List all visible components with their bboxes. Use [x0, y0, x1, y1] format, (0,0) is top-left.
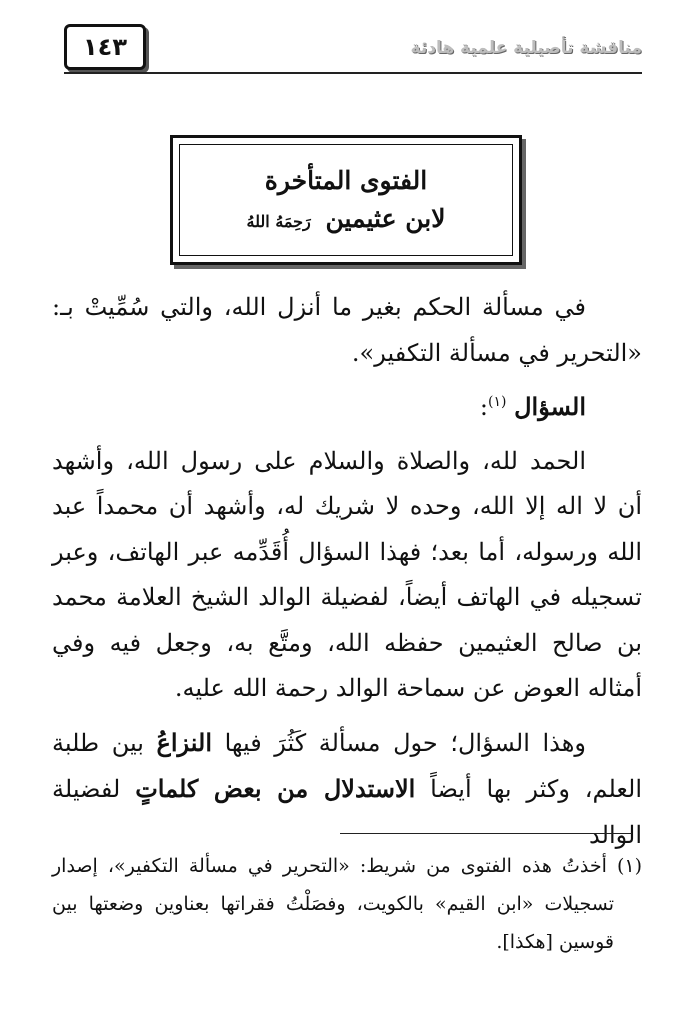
p2-bold-dispute: النزاعُ: [156, 727, 212, 757]
question-colon: :: [479, 393, 488, 421]
intro-paragraph: في مسألة الحكم بغير ما أنزل الله، والتي سُمِّيتْ بـ: «التحرير في مسألة التكفير».: [52, 293, 642, 367]
footnote-rule: [340, 833, 632, 834]
header-rule: [64, 72, 642, 74]
page-number-box: [64, 24, 146, 70]
honorific-glyph: رَحِمَهُ اللهُ: [246, 212, 311, 231]
title-author: لابن عثيمين: [325, 204, 446, 233]
question-label: السؤال: [514, 392, 586, 421]
title-box-inner: [179, 144, 513, 256]
title-line-2: [247, 204, 446, 234]
question-paragraph-1: الحمد لله، والصلاة والسلام على رسول الله، وأشهد أن لا اله إلا الله، وحده لا شريك له، وأشهد أن محمداً عبد الله ورسوله، أما بعد؛ فهذا السؤال أُقَدِّمه عبر الهاتف، وعبر تسجيله في الهاتف أيضاً، لفضيلة الوالد الشيخ العلامة محمد بن صالح العثيمين حفظه الله، ومتَّع به، وجعل فيه وفي أمثاله العوض عن سماحة الوالد رحمة الله عليه.: [52, 446, 642, 702]
page-number: ١٤٣: [83, 33, 127, 61]
footnote-reference: (١): [487, 394, 507, 410]
body-text: [52, 285, 642, 858]
running-title: مناقشة تأصيلية علمية هادئة: [410, 38, 642, 58]
p2-part-e: لفضيلة الوالد: [52, 775, 642, 849]
page-header: [64, 16, 642, 74]
question-heading: [52, 384, 642, 431]
p2-part-a: وهذا السؤال؛ حول مسألة كَثُرَ فيها: [224, 728, 586, 757]
p2-part-c: بين طلبة العلم، وكثر بها أيضاً: [52, 728, 642, 803]
title-box: [170, 135, 522, 265]
footnote: (١) أخذتُ هذه الفتوى من شريط: «التحرير في مسألة التكفير»، إصدار تسجيلات «ابن القيم» بالكويت، وفصَلْتُ فقراتها بعناوين وضعتها بين قوسين [هكذا].: [52, 855, 642, 953]
p2-bold-inference: الاستدلال من بعض كلماتٍ: [135, 774, 416, 803]
question-paragraph-2: [52, 720, 642, 859]
title-line-1: الفتوى المتأخرة: [264, 166, 428, 195]
